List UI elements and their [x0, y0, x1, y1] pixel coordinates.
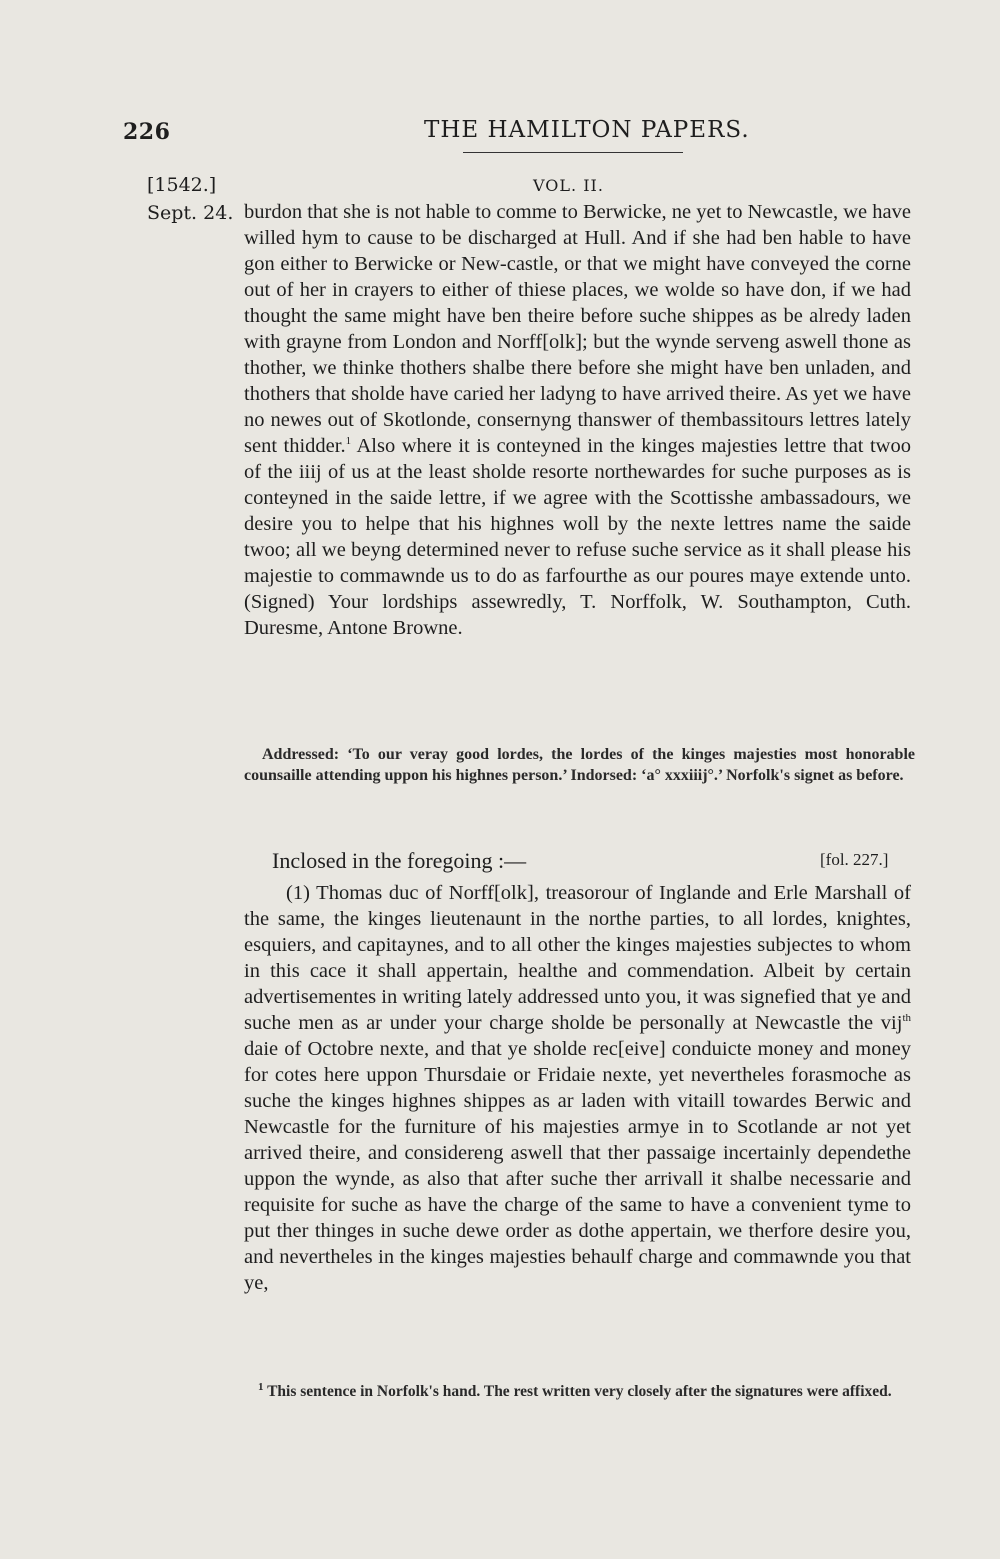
letter-paragraph	[244, 199, 911, 641]
folio-reference: [fol. 227.]	[820, 850, 889, 869]
endorsement-note: Addressed: ‘To our veray good lordes, the lordes of the kinges majesties most honorable counsaille attending uppon his highnes person.’ Indorsed: ‘a° xxxiiij°.’ Norfolk's signet as before.	[244, 746, 915, 784]
header-rule	[463, 152, 683, 153]
ordinal-superscript: th	[902, 1012, 911, 1025]
volume-label: VOL. II.	[533, 176, 604, 195]
year-bracket: [1542.]	[147, 174, 217, 196]
enclosure-text-part-2: daie of Octobre nexte, and that ye sholde rec[eive] conduicte money and money for cotes here uppon Thursdaie or Fridaie nexte, yet nevertheles forasmoche as suche the kinges highnes shippes as ar laden with vitaill towardes Berwic and Newcastle for the furniture of his majesties armye in to Scotlande ar not yet arrived theire, and considereng aswell that ther passaige incertainly dependethe uppon the wynde, as also that after suche ther arrivall it shalbe necessarie and requisite for suche as have the charge of the same to have a convenient tyme to put ther thinges in suche dewe order as dothe appertain, we therfore desire you, and nevertheles in the kinges majesties behaulf charge and commawnde you that ye,	[244, 1038, 911, 1294]
enclosure-paragraph	[244, 880, 911, 1296]
footnote-reference: 1	[345, 435, 352, 448]
footnote	[244, 1382, 915, 1402]
letter-text-part-1: burdon that she is not hable to comme to Berwicke, ne yet to Newcastle, we have willed hym to cause to be discharged at Hull. And if she had ben hable to have gon either to Berwicke or New-castle, or that we might have conveyed the corne out of her in crayers to either of thiese places, we wolde so have don, if we had thought the same might have ben theire before suche shippes as be alredy laden with grayne from London and Norff[olk]; but the wynde serveng aswell thone as thother, we thinke thothers shalbe there before she might have ben unladen, and thothers that sholde have caried her ladyng to have arrived theire. As yet we have no newes out of Skotlonde, consernyng thanswer of thembassitours lettres lately sent thidder.	[244, 201, 911, 457]
margin-date: Sept. 24.	[147, 202, 234, 224]
footnote-text: This sentence in Norfolk's hand. The rest written very closely after the signatures were affixed.	[263, 1383, 892, 1400]
footnote-marker: 1	[258, 1380, 264, 1393]
enclosure-text-part-1: (1) Thomas duc of Norff[olk], treasorour of Inglande and Erle Marshall of the same, the kinges lieutenaunt in the northe parties, to all lordes, knightes, esquiers, and capitaynes, and to all other the kinges majesties subjectes to whom in this cace it shall appertain, healthe and commendation. Albeit by certain advertisementes in writing lately addressed unto you, it was signefied that ye and suche men as ar under your charge sholde be personally at Newcastle the vij	[244, 882, 911, 1034]
letter-text-part-2: Also where it is conteyned in the kinges majesties lettre that twoo of the iiij of us at the least sholde resorte northewardes for suche purposes as is conteyned in the saide lettre, if we agree with the Scottisshe ambassadours, we desire you to helpe that his highnes woll by the nexte lettres name the saide twoo; all we beyng determined never to refuse suche service as it shall please his majestie to commawnde us to do as farfourthe as our poures maye extende unto. (Signed) Your lordships assewredly, T. Norffolk, W. Southampton, Cuth. Duresme, Antone Browne.	[244, 435, 911, 639]
running-title: THE HAMILTON PAPERS.	[424, 117, 750, 143]
page-number: 226	[123, 119, 171, 145]
running-head	[0, 117, 1000, 157]
enclosure-heading: Inclosed in the foregoing :—	[272, 848, 527, 873]
